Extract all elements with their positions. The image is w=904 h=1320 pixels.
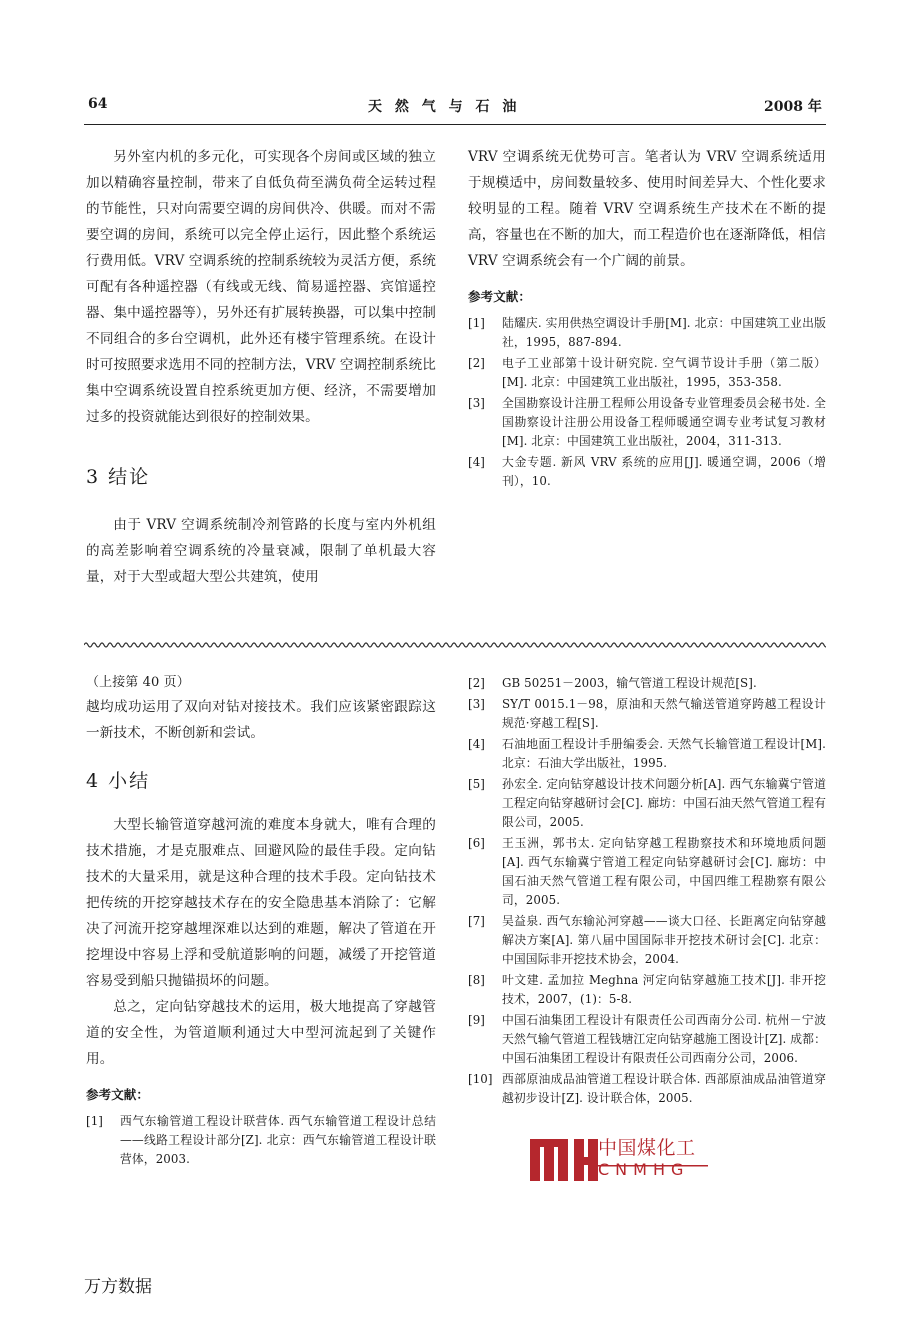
paragraph: 另外室内机的多元化，可实现各个房间或区域的独立加以精确容量控制，带来了自低负荷至满负荷全运转过程的节能性，只对向需要空调的房间供冷、供暖。而对不需要空调的房间，系统可以完全停止运行，因此整个系统运行费用低。VRV 空调系统的控制系统较为灵活方便，系统可配有各种遥控器（有线或无线、简易遥控器、宾馆遥控器、集中遥控器等），另外还有扩展转换器，可以集中控制不同组合的多台空调机，此外还有楼宇管理系统。在设计时可按照要求选用不同的控制方法，VRV 空调控制系统比集中空调系统设置自控系统更加方便、经济，不需要增加过多的投资就能达到很好的控制效果。	[86, 149, 436, 425]
watermark-text-en: CNMHG	[598, 1160, 690, 1179]
references-list	[86, 1112, 436, 1169]
watermark-text-cn: 中国煤化工	[598, 1137, 696, 1159]
paragraph: 由于 VRV 空调系统制冷剂管路的长度与室内外机组的高差影响着空调系统的冷量衰减，限制了单机最大容量，对于大型或超大型公共建筑，使用	[86, 517, 436, 585]
section-heading: 4 小结	[86, 770, 151, 792]
reference-item: [5] 孙宏全. 定向钻穿越设计技术问题分析[A]. 西气东输冀宁管道工程定向钻穿越研讨会[C]. 廊坊：中国石油天然气管道工程有限公司，2005.	[468, 777, 826, 829]
reference-item: [3] 全国勘察设计注册工程师公用设备专业管理委员会秘书处. 全国勘察设计注册公用设备工程师暖通空调专业考试复习教材[M]. 北京：中国建筑工业出版社，2004，311-313.	[468, 396, 826, 448]
reference-item: [10] 西部原油成品油管道工程设计联合体. 西部原油成品油管道穿越初步设计[Z]. 设计联合体，2005.	[468, 1072, 826, 1105]
paragraph: 越均成功运用了双向对钻对接技术。我们应该紧密跟踪这一新技术，不断创新和尝试。	[86, 699, 436, 741]
reference-item: [3] SY/T 0015.1－98，原油和天然气输送管道穿跨越工程设计规范·穿越工程[S].	[468, 697, 826, 730]
source-label: 万方数据	[84, 1277, 152, 1297]
page-number: 64	[88, 96, 108, 112]
paragraph: 大型长输管道穿越河流的难度本身就大，唯有合理的技术措施，才是克服难点、回避风险的最佳手段。定向钻技术的大量采用，就是这种合理的技术手段。定向钻技术把传统的开挖穿越技术存在的安全隐患基本消除了：它解决了河流开挖穿越埋深难以达到的难题，解决了管道在开挖埋设中容易上浮和受航道影响的问题，减缓了开挖管道容易受到船只抛锚损坏的问题。	[86, 817, 436, 989]
reference-item: [6] 王玉洲，郭书太. 定向钻穿越工程勘察技术和环境地质问题[A]. 西气东输冀宁管道工程定向钻穿越研讨会[C]. 廊坊：中国石油天然气管道工程有限公司，中国四维工程勘察有限公司，2005.	[468, 836, 826, 907]
paragraph: VRV 空调系统无优势可言。笔者认为 VRV 空调系统适用于规模适中，房间数量较多、使用时间差异大、个性化要求较明显的工程。随着 VRV 空调系统生产技术在不断的提高，容量也在不断的加大，而工程造价也在逐渐降低，相信 VRV 空调系统会有一个广阔的前景。	[468, 149, 826, 269]
reference-item: [2] 电子工业部第十设计研究院. 空气调节设计手册（第二版）[M]. 北京：中国建筑工业出版社，1995，353-358.	[468, 356, 826, 389]
journal-title: 天 然 气 与 石 油	[368, 99, 521, 115]
reference-item: [4] 石油地面工程设计手册编委会. 天然气长输管道工程设计[M]. 北京：石油大学出版社，1995.	[468, 737, 826, 770]
references-list	[468, 674, 826, 1108]
continued-note: （上接第 40 页）	[86, 675, 190, 690]
references-heading: 参考文献：	[468, 289, 532, 304]
header-rule	[84, 124, 826, 125]
top-left-column	[86, 144, 436, 590]
reference-item: [1] 陆耀庆. 实用供热空调设计手册[M]. 北京：中国建筑工业出版社，1995，887-894.	[468, 316, 826, 349]
reference-item: [9] 中国石油集团工程设计有限责任公司西南分公司. 杭州－宁波天然气输气管道工程钱塘江定向钻穿越施工图设计[Z]. 成都：中国石油集团工程设计有限责任公司西南分公司，2006.	[468, 1013, 826, 1065]
reference-item: [2] GB 50251－2003，输气管道工程设计规范[S].	[468, 676, 757, 690]
reference-item: [4] 大金专题. 新风 VRV 系统的应用[J]. 暖通空调，2006（增刊），10.	[468, 455, 826, 488]
bottom-left-column	[86, 672, 436, 1171]
section-heading: 3 结论	[86, 466, 151, 488]
wavy-divider	[84, 640, 826, 650]
bottom-right-column	[468, 674, 826, 1110]
reference-item: [8] 叶文建. 孟加拉 Meghna 河定向钻穿越施工技术[J]. 非开挖技术，2007，(1)：5-8.	[468, 973, 826, 1006]
top-right-column	[468, 144, 826, 493]
paragraph: 总之，定向钻穿越技术的运用，极大地提高了穿越管道的安全性，为管道顺利通过大中型河流起到了关键作用。	[86, 999, 436, 1067]
reference-item: [7] 吴益泉. 西气东输沁河穿越——谈大口径、长距离定向钻穿越解决方案[A]. 第八届中国国际非开挖技术研讨会[C]. 北京：中国国际非开挖技术协会，2004.	[468, 914, 826, 966]
reference-item: [1] 西气东输管道工程设计联营体. 西气东输管道工程设计总结——线路工程设计部分[Z]. 北京：西气东输管道工程设计联营体，2003.	[86, 1114, 436, 1166]
year: 2008 年	[764, 99, 822, 115]
references-list	[468, 314, 826, 491]
references-heading: 参考文献：	[86, 1087, 150, 1102]
